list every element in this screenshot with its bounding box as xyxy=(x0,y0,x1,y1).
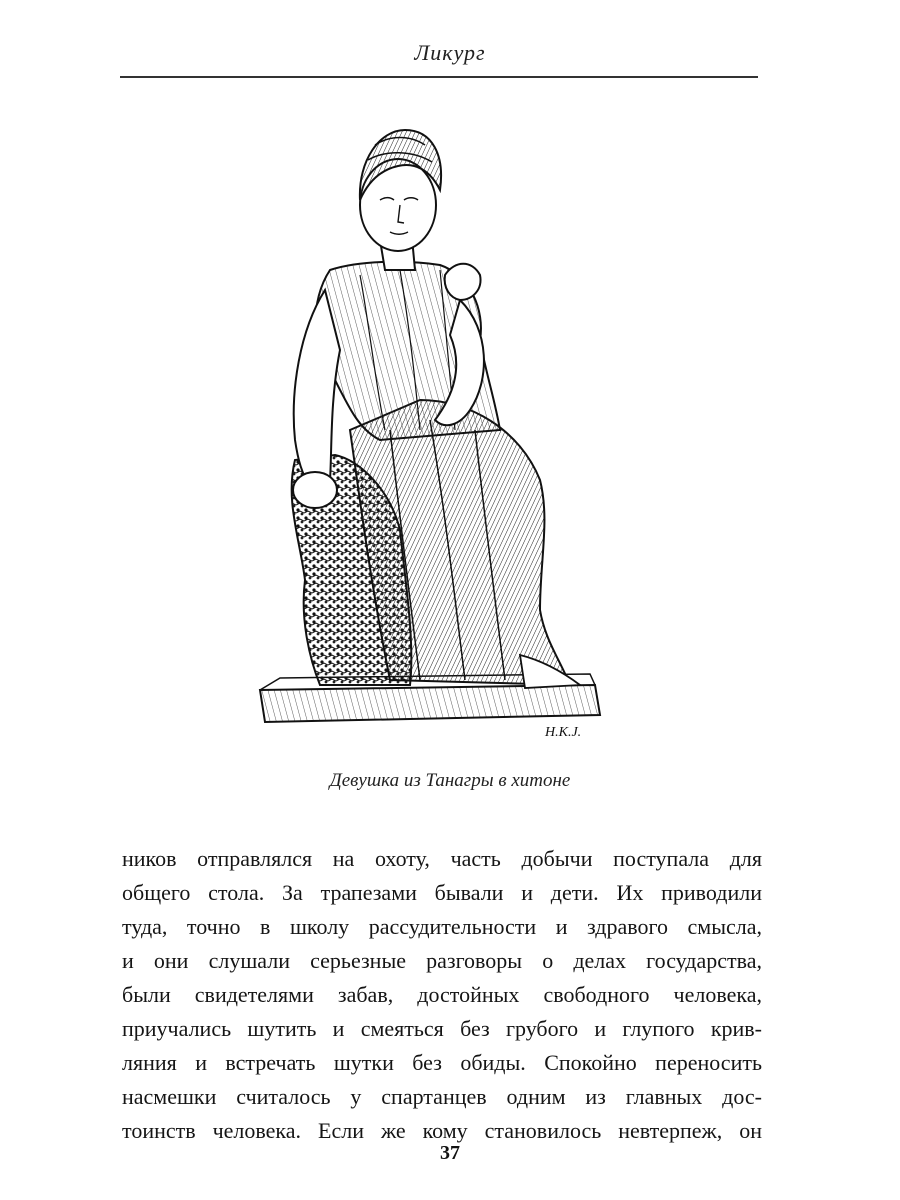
figure-caption: Девушка из Танагры в хитоне xyxy=(329,770,571,791)
text-line: ников отправлялся на охоту, часть добычи поступала для xyxy=(122,846,762,871)
text-line: приучались шутить и смеяться без грубого и глупого крив- xyxy=(122,1016,762,1041)
running-title: Ликург xyxy=(414,40,486,65)
text-line: были свидетелями забав, достойных свободного человека, xyxy=(122,982,762,1007)
body-paragraph xyxy=(122,842,762,1148)
statue-illustration xyxy=(240,100,660,760)
text-line: ляния и встречать шутки без обиды. Спокойно переносить xyxy=(122,1050,762,1075)
text-line: тоинств человека. Если же кому становилось невтерпеж, он xyxy=(122,1118,762,1143)
text-line: и они слушали серьезные разговоры о делах государства, xyxy=(122,948,762,973)
text-line: насмешки считалось у спартанцев одним из главных дос- xyxy=(122,1084,762,1109)
page-number: 37 xyxy=(440,1142,460,1164)
text-line: туда, точно в школу рассудительности и здравого смысла, xyxy=(122,914,762,939)
header-rule xyxy=(120,76,758,78)
text-line: общего стола. За трапезами бывали и дети. Их приводили xyxy=(122,880,762,905)
engraver-signature: H.K.J. xyxy=(545,725,582,740)
tanagra-figure-engraving xyxy=(240,100,660,760)
